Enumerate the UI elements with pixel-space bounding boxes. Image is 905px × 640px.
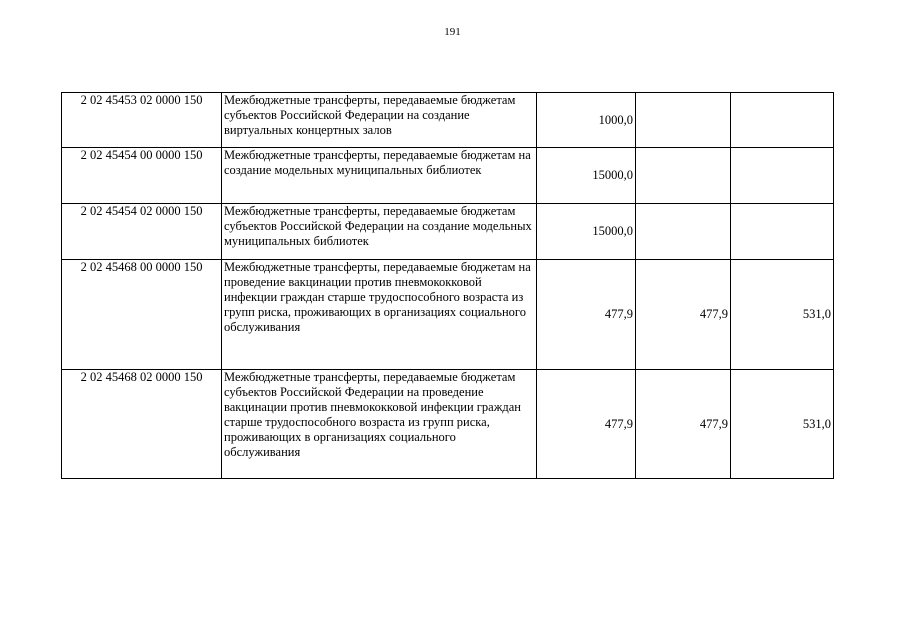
budget-code: 2 02 45454 02 0000 150 [62, 204, 222, 260]
table-row [62, 370, 834, 479]
amount-year-3 [731, 204, 834, 260]
amount-year-1: 1000,0 [537, 93, 636, 148]
amount-year-2: 477,9 [636, 260, 731, 370]
revenue-name: Межбюджетные трансферты, передаваемые бюджетам субъектов Российской Федерации на создание виртуальных концертных залов [222, 93, 537, 148]
amount-year-2 [636, 148, 731, 204]
amount-year-3 [731, 93, 834, 148]
budget-code: 2 02 45468 00 0000 150 [62, 260, 222, 370]
table-row [62, 260, 834, 370]
amount-year-3: 531,0 [731, 260, 834, 370]
budget-code: 2 02 45468 02 0000 150 [62, 370, 222, 479]
revenue-name: Межбюджетные трансферты, передаваемые бюджетам субъектов Российской Федерации на проведение вакцинации против пневмококковой инфекции граждан старше трудоспособного возраста из групп риска, проживающих в организациях социального обслуживания [222, 370, 537, 479]
budget-code: 2 02 45453 02 0000 150 [62, 93, 222, 148]
amount-year-1: 477,9 [537, 260, 636, 370]
table-row [62, 93, 834, 148]
revenue-name: Межбюджетные трансферты, передаваемые бюджетам на создание модельных муниципальных библиотек [222, 148, 537, 204]
amount-year-3 [731, 148, 834, 204]
table-row [62, 148, 834, 204]
amount-year-1: 15000,0 [537, 204, 636, 260]
table-row [62, 204, 834, 260]
amount-year-1: 477,9 [537, 370, 636, 479]
page-number: 191 [444, 26, 461, 38]
amount-year-2 [636, 204, 731, 260]
revenue-name: Межбюджетные трансферты, передаваемые бюджетам субъектов Российской Федерации на создание модельных муниципальных библиотек [222, 204, 537, 260]
amount-year-2 [636, 93, 731, 148]
budget-code: 2 02 45454 00 0000 150 [62, 148, 222, 204]
amount-year-1: 15000,0 [537, 148, 636, 204]
amount-year-3: 531,0 [731, 370, 834, 479]
revenue-name: Межбюджетные трансферты, передаваемые бюджетам на проведение вакцинации против пневмококковой инфекции граждан старше трудоспособного возраста из групп риска, проживающих в организациях социального обслуживания [222, 260, 537, 370]
budget-table [61, 92, 834, 479]
amount-year-2: 477,9 [636, 370, 731, 479]
